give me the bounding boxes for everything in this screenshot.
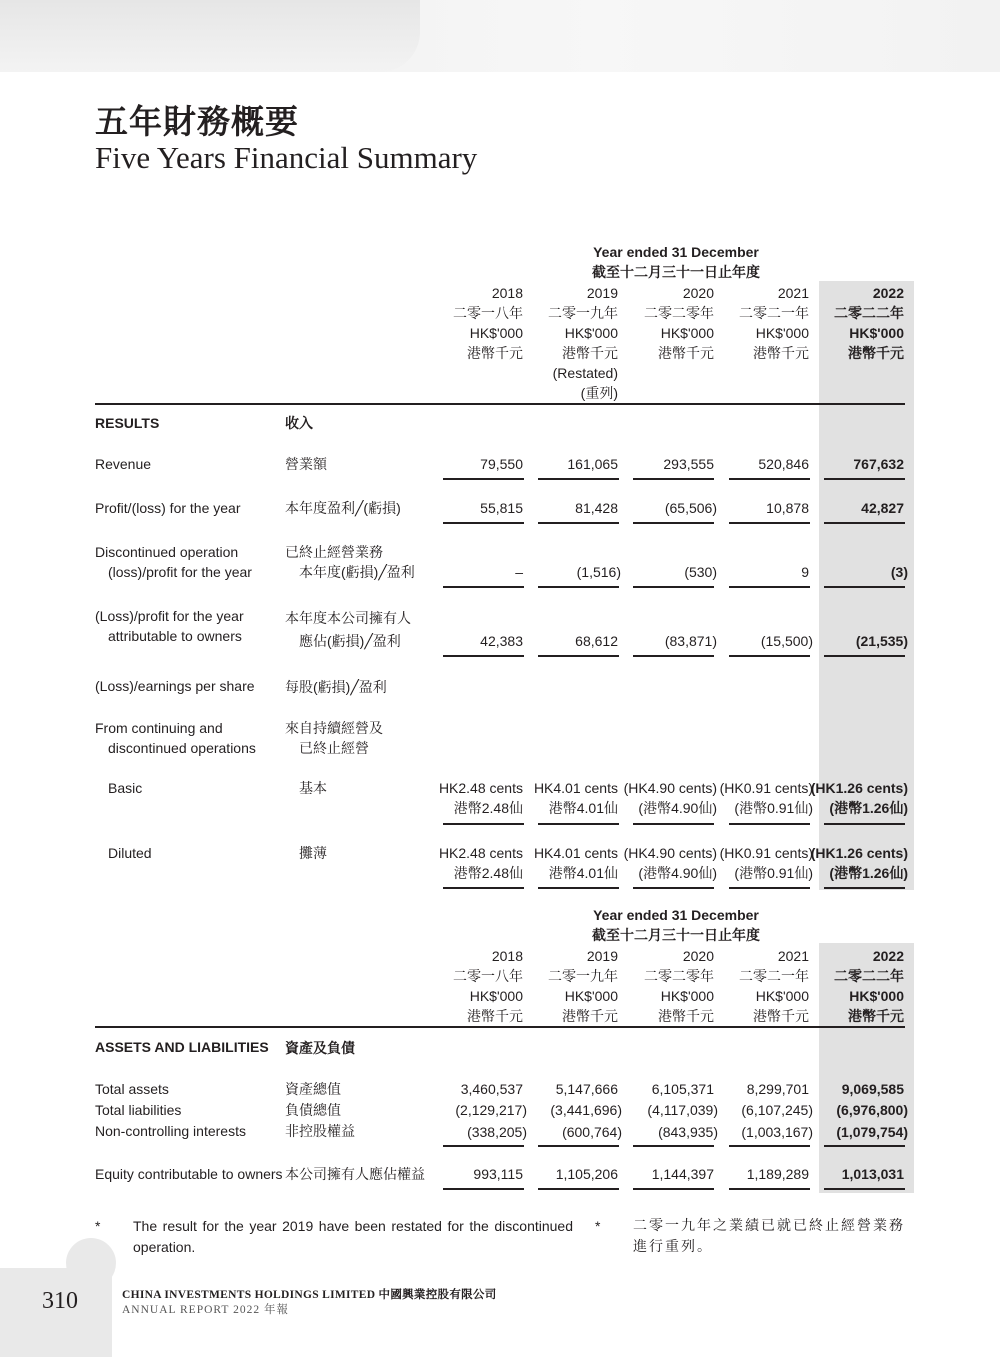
underline bbox=[443, 823, 524, 825]
diluted-2020: (HK4.90 cents) bbox=[623, 845, 717, 861]
footnote-mark: * bbox=[95, 1218, 101, 1234]
col-header-2021: 2021 二零二一年 HK$'000 港幣千元 bbox=[739, 948, 809, 1024]
row-label-nci: Non-controlling interests bbox=[95, 1123, 246, 1139]
col-header-2020: 2020 二零二零年 HK$'000 港幣千元 bbox=[644, 285, 714, 361]
total-liabilities-2021: (6,107,245) bbox=[741, 1102, 813, 1118]
row-label-attributable-2: attributable to owners bbox=[108, 628, 242, 644]
row-label-revenue-zh: 營業額 bbox=[285, 456, 327, 472]
revenue-2018: 79,550 bbox=[480, 456, 523, 472]
row-label-diluted: Diluted bbox=[108, 845, 152, 861]
underline bbox=[729, 586, 810, 588]
footnote-zh: 二零一九年之業績已就已終止經營業務進行重列。 bbox=[633, 1217, 905, 1254]
restated-note-zh: (重列) bbox=[580, 385, 618, 401]
attributable-2022: (21,535) bbox=[855, 633, 908, 649]
row-label-attributable: (Loss)/profit for the year bbox=[95, 608, 244, 624]
attributable-2020: (83,871) bbox=[664, 633, 717, 649]
row-label-basic-zh: 基本 bbox=[299, 780, 327, 796]
row-label-discontinued-zh-2: 本年度(虧損)╱盈利 bbox=[299, 564, 415, 580]
period-label-zh: 截至十二月三十一日止年度 bbox=[592, 264, 760, 280]
nci-2021: (1,003,167) bbox=[741, 1124, 813, 1140]
row-label-basic: Basic bbox=[108, 780, 143, 796]
revenue-2021: 520,846 bbox=[758, 456, 809, 472]
underline bbox=[443, 655, 524, 657]
page-title-en: Five Years Financial Summary bbox=[95, 140, 478, 175]
equity-2021: 1,189,289 bbox=[746, 1166, 809, 1182]
equity-2018: 993,115 bbox=[473, 1166, 523, 1182]
diluted-2018: HK2.48 cents bbox=[438, 845, 523, 861]
row-label-eps: (Loss)/earnings per share bbox=[95, 678, 255, 694]
discontinued-2020: (530) bbox=[684, 564, 717, 580]
row-label-attributable-zh-2: 應佔(虧損)╱盈利 bbox=[299, 633, 401, 649]
underline bbox=[729, 1188, 810, 1190]
row-label-total-liabilities: Total liabilities bbox=[95, 1102, 182, 1118]
diluted-2022: (HK1.26 cents) bbox=[810, 845, 908, 861]
equity-2019: 1,105,206 bbox=[555, 1166, 618, 1182]
diluted-2022-zh: (港幣1.26仙) bbox=[829, 865, 908, 881]
underline bbox=[729, 823, 810, 825]
underline bbox=[633, 522, 714, 524]
discontinued-2021: 9 bbox=[801, 564, 809, 580]
underline bbox=[633, 1188, 714, 1190]
underline bbox=[729, 1145, 810, 1147]
profit-2019: 81,428 bbox=[575, 500, 618, 516]
underline bbox=[824, 586, 905, 588]
underline bbox=[824, 1188, 905, 1190]
underline bbox=[729, 655, 810, 657]
underline bbox=[633, 1145, 714, 1147]
row-label-profit: Profit/(loss) for the year bbox=[95, 500, 241, 516]
diluted-2019-zh: 港幣4.01仙 bbox=[548, 865, 618, 881]
underline bbox=[824, 1145, 905, 1147]
underline bbox=[443, 1188, 524, 1190]
table2-header-rule bbox=[95, 1026, 905, 1028]
row-label-total-assets: Total assets bbox=[95, 1081, 169, 1097]
profit-2021: 10,878 bbox=[766, 500, 809, 516]
row-label-total-assets-zh: 資產總值 bbox=[285, 1081, 341, 1097]
row-label-continuing-zh-2: 已終止經營 bbox=[299, 740, 369, 756]
period-label-en: Year ended 31 December bbox=[593, 244, 759, 260]
underline bbox=[538, 887, 619, 889]
underline bbox=[729, 478, 810, 480]
row-label-eps-zh: 每股(虧損)╱盈利 bbox=[285, 679, 387, 695]
diluted-2021-zh: (港幣0.91仙) bbox=[734, 865, 813, 881]
nci-2019: (600,764) bbox=[562, 1124, 622, 1140]
underline bbox=[729, 887, 810, 889]
underline bbox=[824, 478, 905, 480]
revenue-2019: 161,065 bbox=[567, 456, 618, 472]
revenue-2022: 767,632 bbox=[853, 456, 904, 472]
basic-2021: (HK0.91 cents) bbox=[719, 780, 813, 796]
underline bbox=[443, 586, 524, 588]
profit-2018: 55,815 bbox=[480, 500, 523, 516]
underline bbox=[824, 823, 905, 825]
underline bbox=[538, 1188, 619, 1190]
attributable-2021: (15,500) bbox=[760, 633, 813, 649]
discontinued-2022: (3) bbox=[890, 564, 908, 580]
profit-2022: 42,827 bbox=[861, 500, 904, 516]
row-label-discontinued-2: (loss)/profit for the year bbox=[108, 564, 252, 580]
footnote-en: The result for the year 2019 have been restated for the discontinued operation. bbox=[133, 1218, 573, 1255]
underline bbox=[443, 887, 524, 889]
diluted-2019: HK4.01 cents bbox=[533, 845, 618, 861]
row-label-discontinued-zh: 已終止經營業務 bbox=[285, 544, 383, 560]
underline bbox=[633, 586, 714, 588]
col-header-2020: 2020 二零二零年 HK$'000 港幣千元 bbox=[644, 948, 714, 1024]
profit-2020: (65,506) bbox=[664, 500, 717, 516]
underline bbox=[824, 522, 905, 524]
underline bbox=[538, 586, 619, 588]
total-assets-2020: 6,105,371 bbox=[651, 1081, 714, 1097]
total-liabilities-2018: (2,129,217) bbox=[455, 1102, 527, 1118]
col-header-2019: 2019 二零一九年 HK$'000 港幣千元 (Restated) (重列) bbox=[518, 283, 618, 403]
underline bbox=[443, 1145, 524, 1147]
section-assets: ASSETS AND LIABILITIES bbox=[95, 1039, 269, 1055]
section-results: RESULTS bbox=[95, 415, 160, 431]
section-assets-zh: 資產及負債 bbox=[285, 1040, 355, 1056]
restated-note: (Restated) bbox=[552, 365, 618, 381]
basic-2022: (HK1.26 cents) bbox=[810, 780, 908, 796]
attributable-2019: 68,612 bbox=[575, 633, 618, 649]
discontinued-2018: – bbox=[515, 564, 523, 580]
diluted-2018-zh: 港幣2.48仙 bbox=[453, 865, 523, 881]
period-label-zh-2: 截至十二月三十一日止年度 bbox=[592, 927, 760, 943]
row-label-attributable-zh: 本年度本公司擁有人 bbox=[285, 610, 411, 626]
underline bbox=[538, 1145, 619, 1147]
total-liabilities-2019: (3,441,696) bbox=[550, 1102, 622, 1118]
total-liabilities-2020: (4,117,039) bbox=[647, 1102, 718, 1118]
footnote-mark-zh: * bbox=[595, 1218, 601, 1234]
underline bbox=[538, 655, 619, 657]
underline bbox=[824, 655, 905, 657]
underline bbox=[538, 478, 619, 480]
basic-2020: (HK4.90 cents) bbox=[623, 780, 717, 796]
row-label-continuing: From continuing and bbox=[95, 720, 223, 736]
col-header-2018: 2018 二零一八年 HK$'000 港幣千元 bbox=[453, 948, 523, 1024]
basic-2022-zh: (港幣1.26仙) bbox=[829, 800, 908, 816]
discontinued-2019: (1,516) bbox=[576, 564, 621, 580]
col-header-2021: 2021 二零二一年 HK$'000 港幣千元 bbox=[739, 285, 809, 361]
col-header-2018: 2018 二零一八年 HK$'000 港幣千元 bbox=[453, 285, 523, 361]
row-label-discontinued: Discontinued operation bbox=[95, 544, 239, 560]
row-label-equity-zh: 本公司擁有人應佔權益 bbox=[285, 1166, 425, 1182]
section-results-zh: 收入 bbox=[285, 415, 313, 431]
basic-2021-zh: (港幣0.91仙) bbox=[734, 800, 813, 816]
underline bbox=[633, 478, 714, 480]
row-label-equity: Equity contributable to owners bbox=[95, 1166, 283, 1182]
total-assets-2019: 5,147,666 bbox=[555, 1081, 618, 1097]
underline bbox=[633, 823, 714, 825]
table1-header-rule bbox=[95, 403, 905, 405]
row-label-profit-zh: 本年度盈利╱(虧損) bbox=[285, 500, 401, 516]
basic-2018: HK2.48 cents bbox=[438, 780, 523, 796]
row-label-continuing-2: discontinued operations bbox=[108, 740, 256, 756]
total-assets-2021: 8,299,701 bbox=[746, 1081, 809, 1097]
basic-2020-zh: (港幣4.90仙) bbox=[638, 800, 717, 816]
underline bbox=[538, 522, 619, 524]
underline bbox=[443, 522, 524, 524]
row-label-diluted-zh: 攤薄 bbox=[299, 845, 327, 861]
equity-2020: 1,144,397 bbox=[651, 1166, 714, 1182]
underline bbox=[729, 522, 810, 524]
basic-2019-zh: 港幣4.01仙 bbox=[548, 800, 618, 816]
row-label-revenue: Revenue bbox=[95, 456, 152, 472]
col-header-2022: 2022 二零二二年 HK$'000 港幣千元 bbox=[834, 285, 904, 361]
revenue-2020: 293,555 bbox=[663, 456, 714, 472]
nci-2020: (843,935) bbox=[658, 1124, 718, 1140]
footer-company: CHINA INVESTMENTS HOLDINGS LIMITED 中國興業控股有限公司 bbox=[122, 1289, 497, 1301]
underline bbox=[633, 655, 714, 657]
total-assets-2022: 9,069,585 bbox=[841, 1081, 904, 1097]
equity-2022: 1,013,031 bbox=[841, 1166, 904, 1182]
underline bbox=[538, 823, 619, 825]
row-label-total-liabilities-zh: 負債總值 bbox=[285, 1102, 341, 1118]
row-label-continuing-zh: 來自持續經營及 bbox=[285, 720, 383, 736]
attributable-2018: 42,383 bbox=[480, 633, 523, 649]
header-band-curve bbox=[0, 0, 420, 72]
period-label-en-2: Year ended 31 December bbox=[593, 907, 759, 923]
page-title-zh: 五年財務概要 bbox=[95, 102, 299, 141]
total-assets-2018: 3,460,537 bbox=[460, 1081, 523, 1097]
underline bbox=[824, 887, 905, 889]
diluted-2021: (HK0.91 cents) bbox=[719, 845, 813, 861]
footer-report: ANNUAL REPORT 2022 年報 bbox=[122, 1304, 289, 1316]
underline bbox=[443, 478, 524, 480]
nci-2022: (1,079,754) bbox=[836, 1124, 908, 1140]
nci-2018: (338,205) bbox=[467, 1124, 527, 1140]
page-number: 310 bbox=[42, 1288, 78, 1314]
col-header-2019: 2019 二零一九年 HK$'000 港幣千元 bbox=[548, 948, 618, 1024]
basic-2018-zh: 港幣2.48仙 bbox=[453, 800, 523, 816]
col-header-2022: 2022 二零二二年 HK$'000 港幣千元 bbox=[834, 948, 904, 1024]
diluted-2020-zh: (港幣4.90仙) bbox=[638, 865, 717, 881]
row-label-nci-zh: 非控股權益 bbox=[285, 1123, 355, 1139]
basic-2019: HK4.01 cents bbox=[533, 780, 618, 796]
total-liabilities-2022: (6,976,800) bbox=[836, 1102, 908, 1118]
underline bbox=[633, 887, 714, 889]
